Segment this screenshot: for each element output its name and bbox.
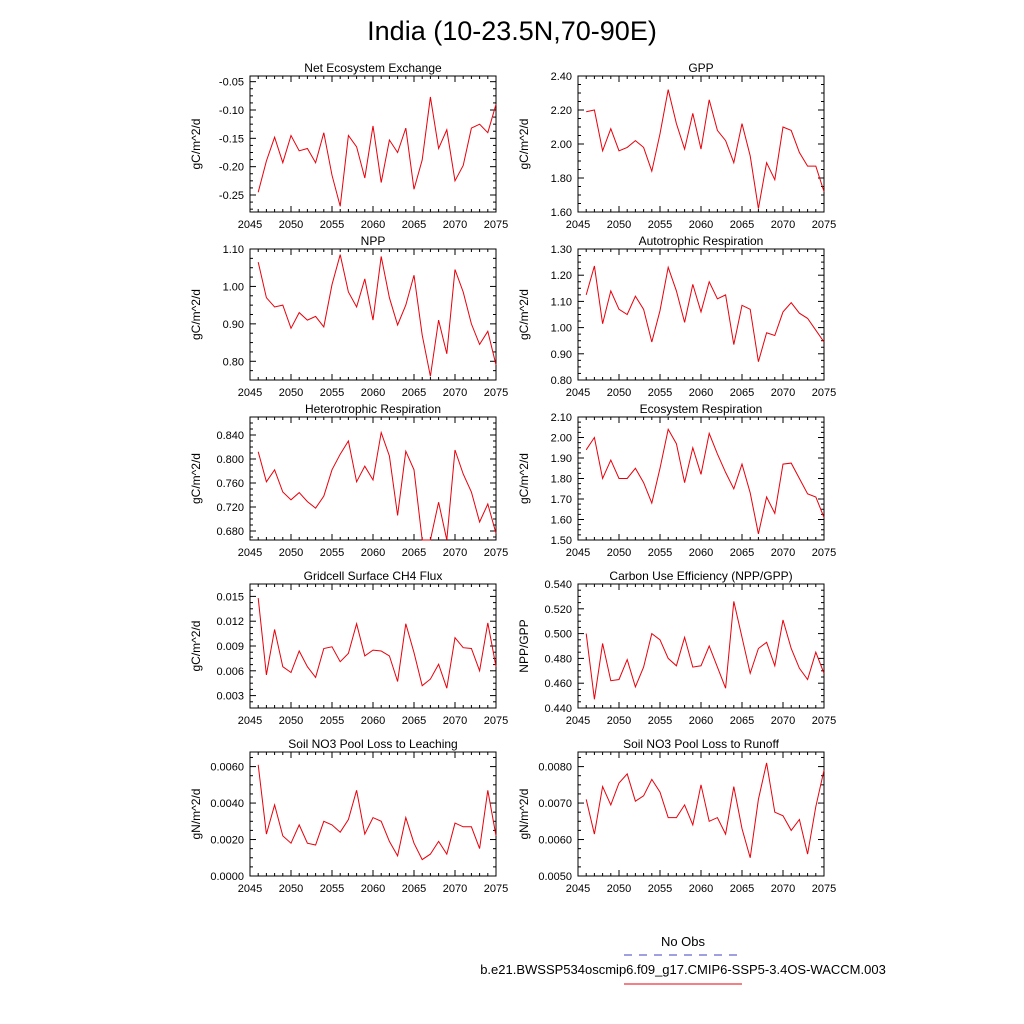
x-tick-label: 2075 (811, 715, 837, 727)
series-line (586, 601, 824, 699)
series-line (586, 266, 824, 362)
y-tick-label: 0.003 (216, 690, 244, 703)
x-tick-label: 2070 (442, 219, 468, 231)
x-tick-label: 2075 (483, 547, 509, 559)
y-tick-label: 0.80 (222, 356, 244, 369)
y-tick-label: 0.006 (216, 665, 244, 678)
x-tick-label: 2055 (647, 547, 673, 559)
panel-title: Ecosystem Respiration (639, 402, 763, 416)
x-tick-label: 2050 (606, 547, 632, 559)
legend (480, 934, 886, 984)
x-tick-label: 2050 (606, 219, 632, 231)
x-tick-label: 2060 (688, 219, 714, 231)
x-tick-label: 2045 (565, 715, 591, 727)
x-tick-label: 2050 (606, 883, 632, 895)
x-tick-label: 2070 (770, 219, 796, 231)
x-tick-label: 2065 (401, 715, 427, 727)
y-tick-label: 1.70 (550, 494, 572, 506)
y-tick-label: 0.90 (222, 318, 244, 331)
x-tick-label: 2045 (237, 547, 263, 559)
y-axis-label: NPP/GPP (517, 619, 531, 673)
series-line (586, 763, 824, 858)
x-tick-label: 2055 (319, 219, 345, 231)
y-tick-label: 0.0080 (538, 761, 572, 774)
x-tick-label: 2055 (647, 883, 673, 895)
y-tick-label: 0.0070 (538, 798, 572, 811)
x-tick-label: 2060 (360, 219, 386, 231)
plot-frame (578, 417, 824, 540)
plot-frame (578, 752, 824, 876)
y-tick-label: 0.800 (216, 454, 244, 466)
y-tick-label: -0.10 (218, 105, 244, 117)
series-line (258, 97, 496, 206)
y-tick-label: 0.500 (544, 628, 572, 641)
plot-frame (578, 76, 824, 212)
x-tick-label: 2075 (483, 715, 509, 727)
y-tick-label: 0.0000 (210, 871, 244, 883)
plot-frame (250, 752, 496, 876)
x-tick-label: 2045 (237, 715, 263, 727)
x-tick-label: 2070 (442, 883, 468, 895)
panel-title: Soil NO3 Pool Loss to Runoff (623, 737, 779, 751)
x-tick-label: 2070 (770, 715, 796, 727)
x-tick-label: 2060 (688, 547, 714, 559)
chart-panel-10 (517, 737, 836, 895)
x-tick-label: 2055 (319, 883, 345, 895)
chart-panel-4 (517, 234, 836, 399)
series-line (586, 90, 824, 209)
chart-panel-6 (517, 402, 836, 559)
x-tick-label: 2060 (360, 547, 386, 559)
y-tick-label: 0.480 (544, 653, 572, 666)
chart-panel-8 (517, 569, 836, 727)
y-tick-label: 0.90 (550, 348, 572, 361)
x-tick-label: 2045 (237, 387, 263, 399)
x-tick-label: 2070 (770, 387, 796, 399)
panel-title: Heterotrophic Respiration (304, 402, 442, 416)
x-tick-label: 2060 (688, 883, 714, 895)
panel-title: Soil NO3 Pool Loss to Leaching (288, 737, 458, 751)
x-tick-label: 2065 (729, 547, 755, 559)
x-tick-label: 2065 (401, 547, 427, 559)
y-tick-label: 1.60 (550, 207, 572, 219)
y-tick-label: 1.80 (550, 173, 572, 185)
chart-panel-3 (189, 234, 508, 399)
x-tick-label: 2045 (237, 219, 263, 231)
x-tick-label: 2070 (442, 547, 468, 559)
plot-frame (250, 76, 496, 212)
x-tick-label: 2055 (647, 219, 673, 231)
y-tick-label: 1.90 (550, 453, 572, 465)
y-axis-label: gN/m^2/d (517, 788, 531, 840)
y-tick-label: 1.80 (550, 473, 572, 486)
x-tick-label: 2075 (483, 387, 509, 399)
figure-title: India (10-23.5N,70-90E) (367, 16, 657, 46)
x-tick-label: 2065 (729, 387, 755, 399)
x-tick-label: 2050 (278, 387, 304, 399)
plot-frame (578, 584, 824, 708)
legend-model-label: b.e21.BWSSP534oscmip6.f09_g17.CMIP6-SSP5-3.4OS-WACCM.003 (480, 962, 886, 977)
y-tick-label: -0.20 (218, 161, 244, 174)
y-tick-label: 0.0050 (538, 871, 572, 883)
y-tick-label: 1.30 (550, 244, 572, 256)
panel-title: NPP (360, 234, 386, 248)
x-tick-label: 2060 (688, 715, 714, 727)
y-tick-label: 1.10 (550, 296, 572, 309)
y-tick-label: 0.80 (550, 375, 572, 387)
y-tick-label: 2.10 (550, 412, 572, 424)
x-tick-label: 2050 (606, 715, 632, 727)
y-axis-label: gC/m^2/d (189, 118, 203, 170)
x-tick-label: 2055 (319, 547, 345, 559)
x-tick-label: 2055 (319, 387, 345, 399)
panel-title: Gridcell Surface CH4 Flux (303, 569, 443, 583)
y-tick-label: -0.25 (218, 190, 244, 202)
legend-obs-label: No Obs (660, 934, 706, 949)
y-axis-label: gC/m^2/d (517, 289, 531, 340)
y-tick-label: 0.680 (216, 526, 244, 538)
x-tick-label: 2060 (360, 715, 386, 727)
x-tick-label: 2065 (729, 219, 755, 231)
x-tick-label: 2065 (401, 883, 427, 895)
y-tick-label: 0.760 (216, 478, 244, 490)
x-tick-label: 2075 (483, 883, 509, 895)
y-tick-label: 0.720 (216, 502, 244, 514)
y-tick-label: 0.440 (544, 703, 572, 715)
x-tick-label: 2055 (647, 715, 673, 727)
y-tick-label: -0.05 (218, 76, 244, 89)
y-tick-label: 0.0020 (210, 834, 244, 847)
x-tick-label: 2045 (565, 219, 591, 231)
x-tick-label: 2070 (770, 547, 796, 559)
y-tick-label: 2.00 (550, 139, 572, 151)
x-tick-label: 2060 (360, 387, 386, 399)
panels-container (189, 61, 836, 895)
y-axis-label: gC/m^2/d (517, 453, 531, 504)
y-tick-label: 0.520 (544, 603, 572, 616)
x-tick-label: 2045 (237, 883, 263, 895)
y-axis-label: gC/m^2/d (189, 620, 203, 672)
x-tick-label: 2075 (811, 219, 837, 231)
x-tick-label: 2075 (483, 219, 509, 231)
y-tick-label: 0.0060 (538, 834, 572, 847)
y-tick-label: 0.540 (544, 579, 572, 591)
y-tick-label: 0.0040 (210, 798, 244, 811)
y-tick-label: 2.00 (550, 432, 572, 445)
y-axis-label: gN/m^2/d (189, 788, 203, 840)
y-tick-label: 1.00 (550, 322, 572, 335)
series-line (258, 598, 496, 688)
plot-frame (250, 584, 496, 708)
y-tick-label: 2.20 (550, 105, 572, 117)
chart-panel-9 (189, 737, 508, 895)
x-tick-label: 2065 (729, 883, 755, 895)
panel-title: Autotrophic Respiration (638, 234, 764, 248)
x-tick-label: 2075 (811, 387, 837, 399)
x-tick-label: 2070 (442, 715, 468, 727)
panel-title: Net Ecosystem Exchange (304, 61, 442, 75)
y-axis-label: gC/m^2/d (189, 453, 203, 504)
x-tick-label: 2060 (360, 883, 386, 895)
x-tick-label: 2045 (565, 547, 591, 559)
x-tick-label: 2065 (729, 715, 755, 727)
y-tick-label: 1.20 (550, 270, 572, 283)
y-tick-label: 0.840 (216, 430, 244, 442)
y-tick-label: -0.15 (218, 133, 244, 146)
x-tick-label: 2050 (606, 387, 632, 399)
x-tick-label: 2070 (770, 883, 796, 895)
y-axis-label: gC/m^2/d (189, 289, 203, 340)
chart-panel-5 (189, 402, 508, 559)
panel-title: GPP (688, 61, 714, 75)
y-tick-label: 0.012 (216, 616, 244, 629)
x-tick-label: 2070 (442, 387, 468, 399)
y-tick-label: 0.0060 (210, 761, 244, 774)
x-tick-label: 2050 (278, 547, 304, 559)
series-line (258, 765, 496, 860)
x-tick-label: 2065 (401, 387, 427, 399)
x-tick-label: 2045 (565, 883, 591, 895)
y-tick-label: 1.50 (550, 535, 572, 547)
chart-panel-7 (189, 569, 508, 727)
x-tick-label: 2065 (401, 219, 427, 231)
x-tick-label: 2055 (319, 715, 345, 727)
x-tick-label: 2045 (565, 387, 591, 399)
series-line (586, 429, 824, 534)
x-tick-label: 2050 (278, 219, 304, 231)
x-tick-label: 2060 (688, 387, 714, 399)
y-tick-label: 1.00 (222, 281, 244, 294)
x-tick-label: 2050 (278, 715, 304, 727)
y-tick-label: 2.40 (550, 71, 572, 83)
series-line (258, 255, 496, 377)
y-tick-label: 0.460 (544, 678, 572, 691)
x-tick-label: 2055 (647, 387, 673, 399)
y-tick-label: 1.60 (550, 514, 572, 527)
x-tick-label: 2050 (278, 883, 304, 895)
x-tick-label: 2075 (811, 883, 837, 895)
y-tick-label: 1.10 (222, 244, 244, 256)
plot-frame (578, 249, 824, 380)
plot-frame (250, 249, 496, 380)
chart-panel-1 (189, 61, 508, 231)
x-tick-label: 2075 (811, 547, 837, 559)
y-tick-label: 0.015 (216, 591, 244, 604)
series-line (258, 433, 496, 540)
panel-title: Carbon Use Efficiency (NPP/GPP) (609, 569, 793, 583)
y-tick-label: 0.009 (216, 641, 244, 653)
y-axis-label: gC/m^2/d (517, 118, 531, 170)
chart-panel-2 (517, 61, 836, 231)
